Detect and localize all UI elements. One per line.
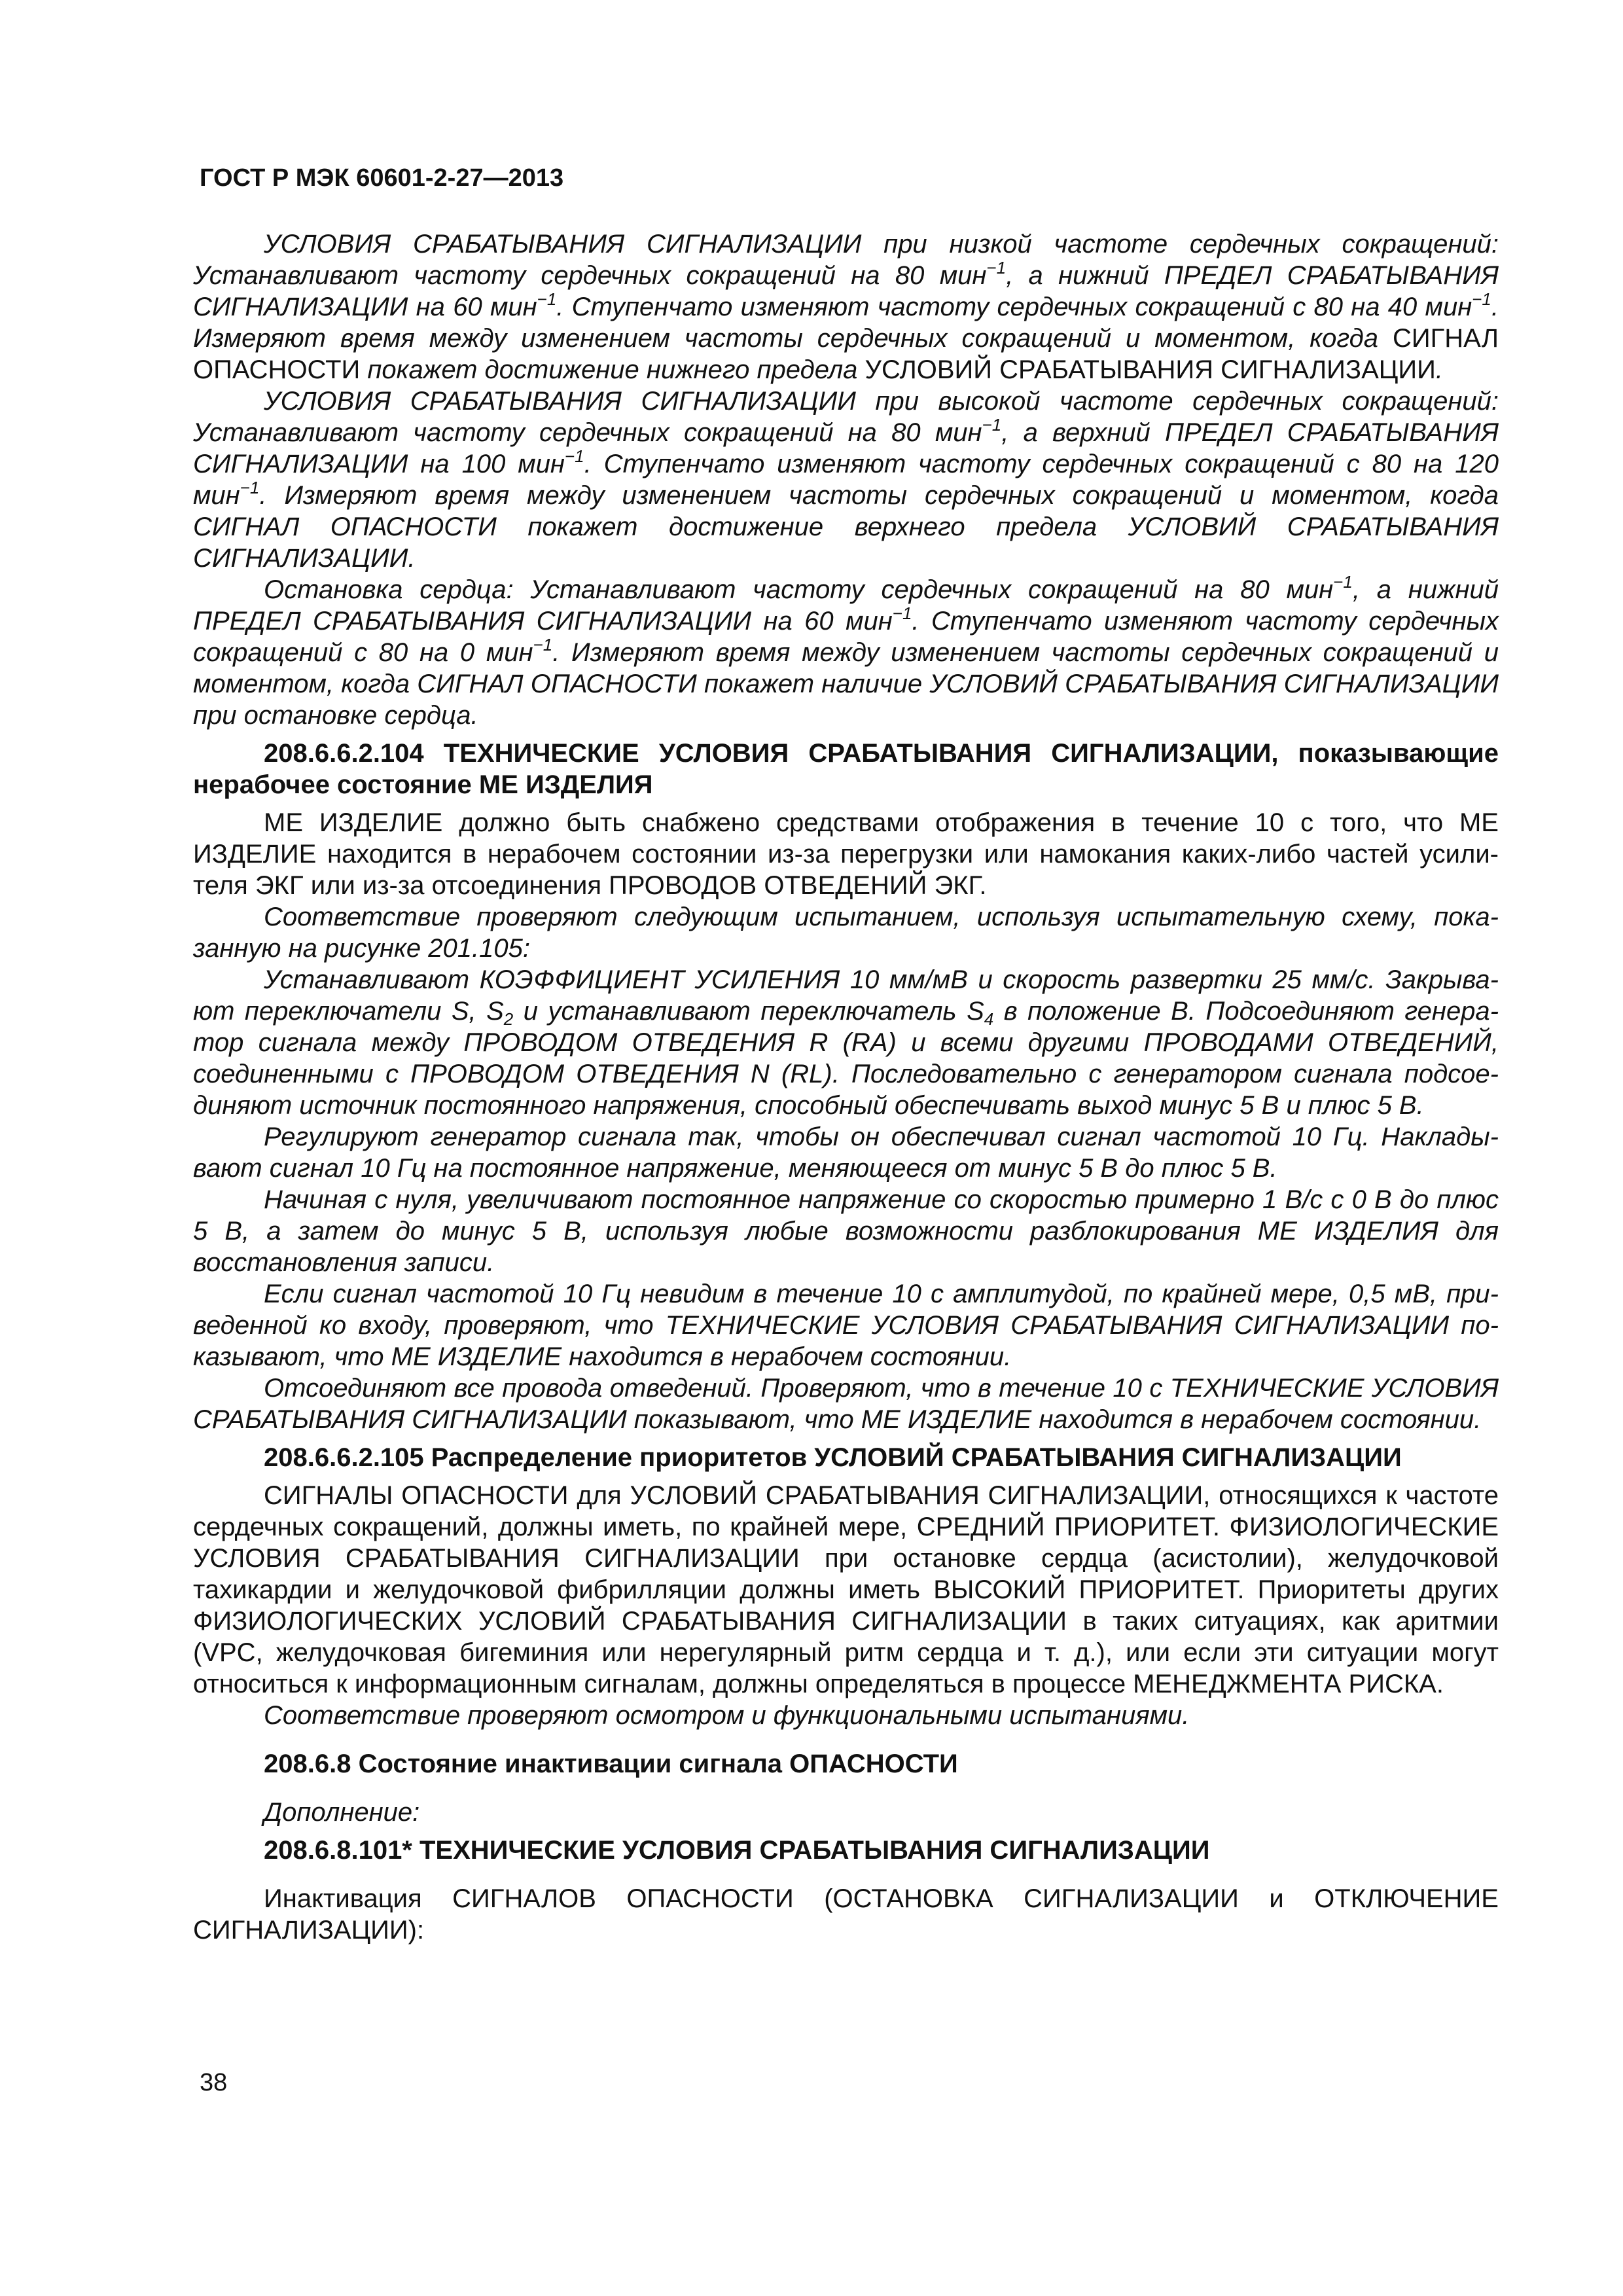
page-body (193, 228, 1499, 1946)
paragraph: Начиная с нуля, увеличивают постоянное напряжение со скоростью примерно 1 В/с с 0 В до плюс 5 В, а затем до минус 5 В, используя любые возможности разблокирования МЕ ИЗДЕЛИЯ для восстановления записи. (193, 1185, 1499, 1277)
paragraph: МЕ ИЗДЕЛИЕ должно быть снабжено средствами отображения в течение 10 с того, что МЕ ИЗДЕЛИЕ находится в нерабочем состоянии из-за перегрузки или намокания каких-либо частей усилителя ЭКГ или из-за отсоединения ПРОВОДОВ ОТВЕДЕНИЙ ЭКГ. (193, 808, 1499, 900)
section-heading: 208.6.6.2.105 Распределение приоритетов УСЛОВИЙ СРАБАТЫВАНИЯ СИГНАЛИЗАЦИИ (264, 1443, 1402, 1472)
paragraph: Инактивация СИГНАЛОВ ОПАСНОСТИ (ОСТАНОВКА СИГНАЛИЗАЦИИ и ОТКЛЮЧЕНИЕ СИГНАЛИЗАЦИИ): (193, 1884, 1499, 1945)
paragraph: Соответствие проверяют следующим испытанием, используя испытательную схему, показанную на рисунке 201.105: (193, 903, 1499, 963)
standard-code-header: ГОСТ Р МЭК 60601-2-27—2013 (200, 164, 564, 192)
paragraph: Дополнение: (264, 1798, 420, 1827)
paragraph: Регулируют генератор сигнала так, чтобы он обеспечивал сигнал частотой 10 Гц. Накладывают сигнал 10 Гц на постоянное напряжение, меняющееся от минус 5 В до плюс 5 В. (193, 1122, 1499, 1183)
paragraph: УСЛОВИЯ СРАБАТЫВАНИЯ СИГНАЛИЗАЦИИ при низкой частоте сердечных сокращений: Устанавливают частоту сердечных сокращений на 80 мин$^{-1}$, а нижний ПРЕДЕЛ СРАБАТЫВАНИЯ СИГНАЛИЗАЦИИ на 60 мин$^{-1}$. Ступенчато изменяют частоту сердечных сокращений с 80 на 40 мин$^{-1}$. Измеряют время между изменением частоты сердечных сокращений и моментом, когда СИГНАЛ ОПАСНОСТИ покажет достижение нижнего предела УСЛОВИЙ СРАБАТЫВАНИЯ СИГНАЛИЗАЦИИ. (193, 230, 1499, 384)
paragraph: Отсоединяют все провода отведений. Проверяют, что в течение 10 с ТЕХНИЧЕСКИЕ УСЛОВИЯ СРАБАТЫВАНИЯ СИГНАЛИЗАЦИИ показывают, что МЕ ИЗДЕЛИЕ находится в нерабочем состоянии. (193, 1374, 1499, 1434)
section-heading: 208.6.6.2.104 ТЕХНИЧЕСКИЕ УСЛОВИЯ СРАБАТЫВАНИЯ СИГНАЛИЗАЦИИ, показывающие нерабочее состояние МЕ ИЗДЕЛИЯ (193, 739, 1499, 799)
section-heading: 208.6.8 Состояние инактивации сигнала ОПАСНОСТИ (264, 1749, 958, 1778)
page-number: 38 (200, 2069, 228, 2096)
paragraph: Соответствие проверяют осмотром и функциональными испытаниями. (264, 1701, 1190, 1730)
paragraph: Если сигнал частотой 10 Гц невидим в течение 10 с амплитудой, по крайней мере, 0,5 мВ, приведенной ко входу, проверяют, что ТЕХНИЧЕСКИЕ УСЛОВИЯ СРАБАТЫВАНИЯ СИГНАЛИЗАЦИИ показывают, что МЕ ИЗДЕЛИЕ находится в нерабочем состоянии. (193, 1280, 1499, 1371)
paragraph: Устанавливают КОЭФФИЦИЕНТ УСИЛЕНИЯ 10 мм/мВ и скорость развертки 25 мм/с. Закрывают переключатели S, $S_2$ и устанавливают переключатель $S_4$ в положение В. Подсоединяют генератор сигнала между ПРОВОДОМ ОТВЕДЕНИЯ R (RA) и всеми другими ПРОВОДАМИ ОТВЕДЕНИЙ, соединенными с ПРОВОДОМ ОТВЕДЕНИЯ N (RL). Последовательно с генератором сигнала подсоединяют источник постоянного напряжения, способный обеспечивать выход минус 5 В и плюс 5 В. (193, 965, 1499, 1120)
section-heading: 208.6.8.101* ТЕХНИЧЕСКИЕ УСЛОВИЯ СРАБАТЫВАНИЯ СИГНАЛИЗАЦИИ (264, 1836, 1210, 1865)
paragraph: Остановка сердца: Устанавливают частоту сердечных сокращений на 80 мин$^{-1}$, а нижний ПРЕДЕЛ СРАБАТЫВАНИЯ СИГНАЛИЗАЦИИ на 60 мин$^{-1}$. Ступенчато изменяют частоту сердечных сокращений с 80 на 0 мин$^{-1}$. Измеряют время между изменением частоты сердечных сокращений и моментом, когда СИГНАЛ ОПАСНОСТИ покажет наличие УСЛОВИЙ СРАБАТЫВАНИЯ СИГНАЛИЗАЦИИ при остановке сердца. (193, 572, 1499, 730)
paragraph: СИГНАЛЫ ОПАСНОСТИ для УСЛОВИЙ СРАБАТЫВАНИЯ СИГНАЛИЗАЦИИ, относящихся к частоте сердечных сокращений, должны иметь, по крайней мере, СРЕДНИЙ ПРИОРИТЕТ. ФИЗИОЛОГИЧЕСКИЕ УСЛОВИЯ СРАБАТЫВАНИЯ СИГНАЛИЗАЦИИ при остановке сердца (асистолии), желудочковой тахикардии и желудочковой фибрилляции должны иметь ВЫСОКИЙ ПРИОРИТЕТ. Приоритеты других ФИЗИОЛОГИЧЕСКИХ УСЛОВИЙ СРАБАТЫВАНИЯ СИГНАЛИЗАЦИИ в таких ситуациях, как аритмии (VPC, желудочковая бигеминия или нерегулярный ритм сердца и т. д.), или если эти ситуации могут относиться к информационным сигналам, должны определяться в процессе МЕНЕДЖМЕНТА РИСКА. (193, 1481, 1499, 1698)
paragraph: УСЛОВИЯ СРАБАТЫВАНИЯ СИГНАЛИЗАЦИИ при высокой частоте сердечных сокращений: Устанавливают частоту сердечных сокращений на 80 мин$^{-1}$, а верхний ПРЕДЕЛ СРАБАТЫВАНИЯ СИГНАЛИЗАЦИИ на 100 мин$^{-1}$. Ступенчато изменяют частоту сердечных сокращений с 80 на 120 мин$^{-1}$. Измеряют время между изменением частоты сердечных сокращений и моментом, когда СИГНАЛ ОПАСНОСТИ покажет достижение верхнего предела УСЛОВИЙ СРАБАТЫВАНИЯ СИГНАЛИЗАЦИИ. (193, 387, 1499, 573)
